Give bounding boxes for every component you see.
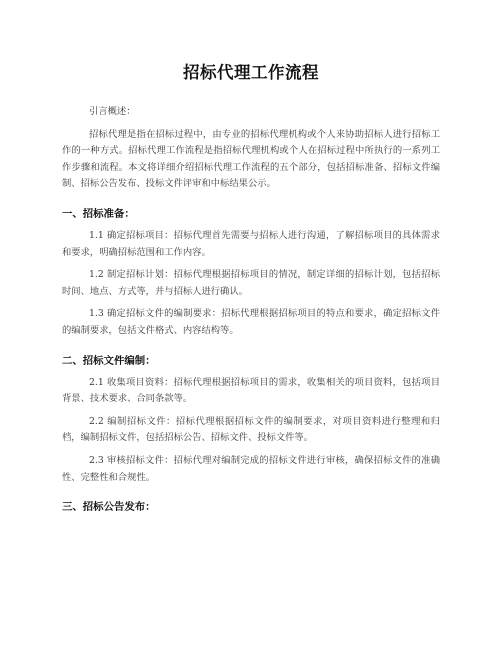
section-heading: 一、招标准备： [62,207,135,220]
section-item: 2.2 编制招标文件：招标代理根据招标文件的编制要求，对项目资料进行整理和归档，编制招标文件，包括招标公告、招标文件、投标文件等。 [62,415,440,444]
section-item: 2.1 收集项目资料：招标代理根据招标项目的需求，收集相关的项目资料，包括项目背景、技术要求、合同条款等。 [62,376,440,405]
section-heading: 三、招标公告发布： [62,501,156,514]
section-item: 1.1 确定招标项目：招标代理首先需要与招标人进行沟通，了解招标项目的具体需求和要求，明确招标范围和工作内容。 [62,229,440,258]
intro-paragraph: 招标代理是指在招标过程中，由专业的招标代理机构或个人来协助招标人进行招标工作的一种方式。招标代理工作流程是指招标代理机构或个人在招标过程中所执行的一系列工作步骤和流程。本文将详细介绍招标代理工作流程的五个部分，包括招标准备、招标文件编制、招标公告发布、投标文件评审和中标结果公示。 [62,128,440,190]
section-item: 1.3 确定招标文件的编制要求：招标代理根据招标项目的特点和要求，确定招标文件的编制要求，包括文件格式、内容结构等。 [62,308,440,336]
section-item: 1.2 制定招标计划：招标代理根据招标项目的情况，制定详细的招标计划，包括招标时间、地点、方式等，并与招标人进行确认。 [62,269,440,297]
page-title: 招标代理工作流程 [183,63,319,82]
section-item: 2.3 审核招标文件：招标代理对编制完成的招标文件进行审核，确保招标文件的准确性、完整性和合规性。 [62,454,440,483]
intro-label: 引言概述： [89,106,136,117]
section-heading: 二、招标文件编制： [62,354,156,367]
